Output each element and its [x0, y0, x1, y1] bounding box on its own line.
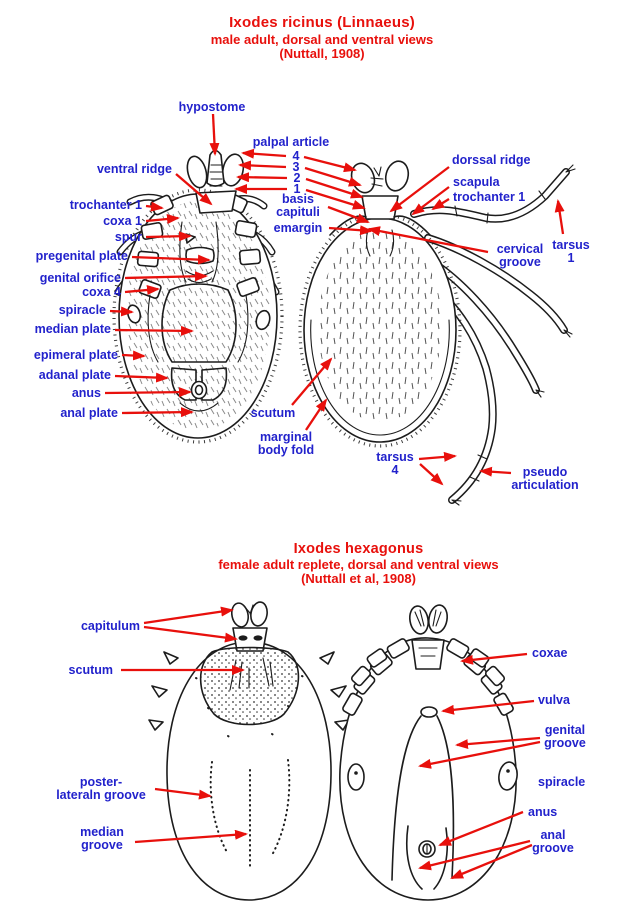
- label-pregenital-plate: [36, 250, 128, 263]
- label-genital-orifice: [40, 272, 121, 285]
- label-anal-groove-line: anal: [540, 828, 566, 842]
- label-coxae: [532, 647, 567, 660]
- arrow-epimeral-plate: [122, 355, 144, 356]
- figure1-subtitle: male adult, dorsal and ventral views: [210, 32, 434, 47]
- arrow-palpal-article-3: [240, 165, 286, 167]
- label-basis-capituli-line: capituli: [276, 205, 320, 219]
- label-palpal-article: [253, 136, 329, 149]
- arrow-capitulum: [144, 610, 232, 623]
- label-tarsus-1-line: tarsus: [552, 238, 590, 252]
- label-tarsus-1: [552, 239, 590, 265]
- label-coxa-1-line: coxa 1: [103, 214, 142, 228]
- arrow-tarsus-4: [420, 464, 442, 484]
- label-hypostome-line: hypostome: [178, 100, 246, 114]
- label-epimeral-plate: [34, 349, 118, 362]
- label-median-groove: [80, 826, 124, 852]
- label-anus-line: anus: [71, 386, 101, 400]
- label-capitulum-line: capitulum: [80, 619, 140, 633]
- label-tarsus-1-line: 1: [567, 251, 575, 265]
- label-scapula: [453, 176, 500, 189]
- figure1-citation: (Nuttall, 1908): [279, 46, 365, 61]
- label-anus-female: [528, 806, 557, 819]
- figure2-subtitle: female adult replete, dorsal and ventral views: [218, 557, 499, 572]
- label-coxa-1: [103, 215, 142, 228]
- label-median-plate: [35, 323, 111, 336]
- arrow-spiracle: [110, 311, 132, 312]
- label-genital-orifice-line: genital orifice: [39, 271, 121, 285]
- label-spiracle-line: spiracle: [58, 303, 106, 317]
- label-palpal-article-4-line: 4: [292, 149, 300, 163]
- label-median-groove-line: median: [80, 825, 124, 839]
- label-dorssal-ridge-line: dorssal ridge: [452, 153, 531, 167]
- label-adanal-plate-line: adanal plate: [38, 368, 111, 382]
- label-spur-line: spur: [114, 230, 142, 244]
- label-coxae-line: coxae: [532, 646, 568, 660]
- arrow-capitulum: [144, 627, 236, 639]
- label-marginal-body-fold-line: body fold: [257, 443, 315, 457]
- label-posterolateral-groove-line: poster-: [79, 775, 123, 789]
- label-scutum: [251, 407, 295, 420]
- arrow-tarsus-4: [419, 456, 455, 459]
- label-palpal-article-2-line: 2: [293, 171, 301, 185]
- arrow-marginal-body-fold: [306, 400, 326, 430]
- label-ventral-ridge: [97, 163, 172, 176]
- label-cervical-groove-line: groove: [499, 255, 541, 269]
- label-anal-plate: [60, 407, 118, 420]
- figure2-title: Ixodes hexagonus: [293, 541, 424, 557]
- label-tarsus-4-line: tarsus: [376, 450, 414, 464]
- label-genital-groove: [544, 724, 586, 750]
- label-trochanter-1-right: [453, 191, 525, 204]
- label-cervical-groove-line: cervical: [496, 242, 544, 256]
- label-tarsus-4: [376, 451, 414, 477]
- tick-male-dorsal-illustration: [300, 159, 575, 505]
- label-adanal-plate: [39, 369, 111, 382]
- figure2-citation: (Nuttall et al, 1908): [301, 571, 416, 586]
- label-trochanter-1-right-line: trochanter 1: [453, 190, 526, 204]
- figure1-title: Ixodes ricinus (Linnaeus): [229, 14, 415, 31]
- label-epimeral-plate-line: epimeral plate: [33, 348, 118, 362]
- label-emargin: [274, 222, 323, 235]
- arrow-tarsus-1: [558, 201, 563, 234]
- label-anal-plate-line: anal plate: [60, 406, 118, 420]
- label-spiracle-female: [538, 776, 585, 789]
- label-anal-groove: [532, 829, 574, 855]
- arrow-hypostome: [213, 114, 215, 154]
- label-ventral-ridge-line: ventral ridge: [96, 162, 172, 176]
- arrow-spur: [146, 236, 190, 237]
- arrow-palpal-article-4: [243, 153, 286, 156]
- label-vulva-line: vulva: [538, 693, 570, 707]
- label-scutum-line: scutum: [250, 406, 296, 420]
- arrow-palpal-article-4: [304, 157, 355, 170]
- label-palpal-article-1-line: 1: [293, 182, 301, 196]
- tick-female-dorsal-illustration: [149, 601, 349, 900]
- label-vulva: [538, 694, 570, 707]
- arrow-pseudo-articulation: [481, 471, 511, 473]
- label-pseudo-articulation-line: pseudo: [522, 465, 568, 479]
- label-tarsus-4-line: 4: [391, 463, 399, 477]
- label-median-groove-line: groove: [81, 838, 123, 852]
- label-spur: [115, 231, 142, 244]
- label-anus: [72, 387, 101, 400]
- label-posterolateral-groove: [56, 776, 146, 802]
- label-posterolateral-groove-line: lateraln groove: [56, 788, 146, 802]
- figure1-title-block: [27, 13, 617, 61]
- label-marginal-body-fold: [258, 431, 314, 457]
- label-capitulum: [81, 620, 140, 633]
- label-median-plate-line: median plate: [34, 322, 111, 336]
- arrow-anus: [105, 392, 190, 393]
- label-pregenital-plate-line: pregenital plate: [35, 249, 128, 263]
- arrow-median-plate: [115, 330, 192, 331]
- label-palpal-article-line: palpal article: [252, 135, 330, 149]
- arrow-palpal-article-2: [238, 177, 287, 178]
- label-anal-groove-line: groove: [532, 841, 574, 855]
- label-pseudo-articulation: [511, 466, 578, 492]
- label-scutum-female: [69, 664, 113, 677]
- label-scutum-female-line: scutum: [68, 663, 113, 677]
- label-genital-groove-line: genital: [544, 723, 586, 737]
- label-spiracle-female-line: spiracle: [538, 775, 586, 789]
- label-basis-capituli-line: basis: [282, 192, 314, 206]
- label-pseudo-articulation-line: articulation: [511, 478, 579, 492]
- label-coxa-4: [82, 286, 121, 299]
- label-dorssal-ridge: [452, 154, 531, 167]
- label-anus-female-line: anus: [528, 805, 558, 819]
- arrow-anal-plate: [122, 412, 192, 413]
- label-hypostome: [179, 101, 246, 114]
- label-coxa-4-line: coxa 4: [82, 285, 121, 299]
- label-palpal-article-3-line: 3: [292, 160, 300, 174]
- figure2-title-block: [100, 540, 617, 586]
- label-scapula-line: scapula: [453, 175, 500, 189]
- label-cervical-groove: [497, 243, 544, 269]
- label-trochanter-1-left: [70, 199, 142, 212]
- label-trochanter-1-left-line: trochanter 1: [69, 198, 142, 212]
- label-spiracle: [59, 304, 106, 317]
- label-genital-groove-line: groove: [544, 736, 586, 750]
- label-basis-capituli: [276, 193, 320, 219]
- label-marginal-body-fold-line: marginal: [259, 430, 313, 444]
- label-emargin-line: emargin: [273, 221, 323, 235]
